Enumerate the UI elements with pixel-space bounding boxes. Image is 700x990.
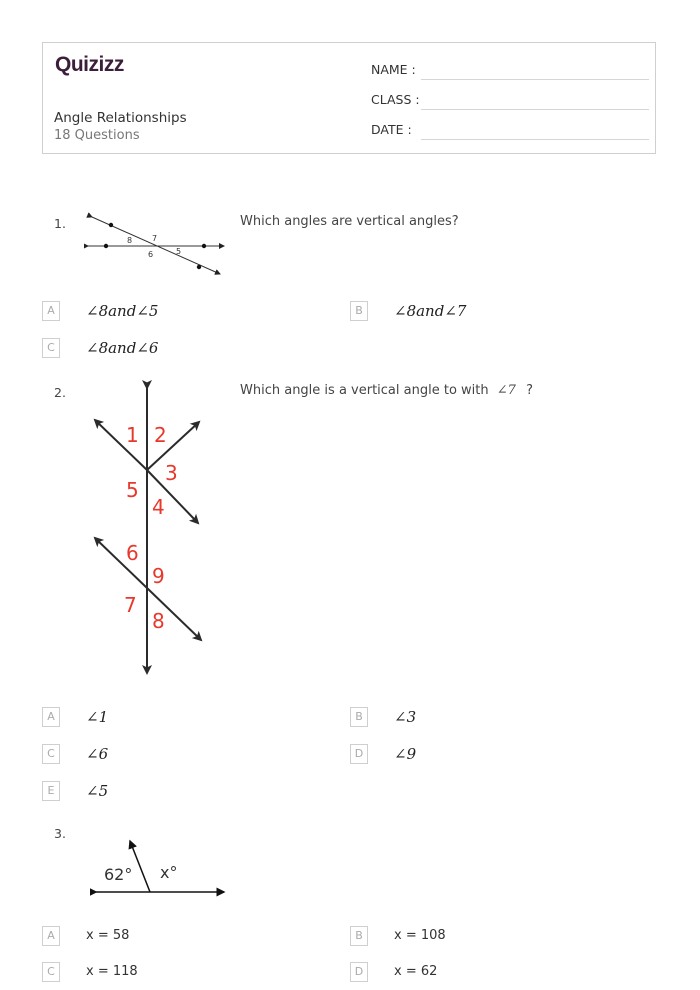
option-letter: D [350,962,368,982]
question-3-figure [90,835,230,897]
option-text: ∠1 [86,708,109,726]
name-line[interactable] [421,79,649,80]
option-letter: A [42,926,60,946]
option-text: ∠5 [86,782,109,800]
date-field[interactable] [371,118,649,140]
angle-label-5: 5 [176,247,182,256]
question-1-number: 1. [54,216,66,231]
option-text: ∠3 [394,708,417,726]
option-letter: B [350,926,368,946]
angle-label-9: 9 [152,564,165,588]
name-label: NAME : [371,62,416,77]
angle-label-7: 7 [152,234,158,243]
angle-label-3: 3 [165,461,178,485]
option-letter: A [42,301,60,321]
option-letter: E [42,781,60,801]
angle-label-5: 5 [126,478,139,502]
question-2-number: 2. [54,385,66,400]
angle-label-6: 6 [126,541,139,565]
class-label: CLASS : [371,92,420,107]
question-3-number: 3. [54,826,66,841]
question-2-math: ∠7 [496,383,516,398]
option-text: ∠8and∠6 [86,339,159,357]
option-letter: B [350,301,368,321]
option-text: x = 118 [86,964,138,979]
angle-62-label: 62° [104,865,133,884]
question-2-text-after: ? [526,383,533,398]
question-count: 18 Questions [54,128,140,143]
quizizz-logo: Quizizz [55,53,124,76]
date-label: DATE : [371,122,412,137]
option-letter: A [42,707,60,727]
date-line[interactable] [421,139,649,140]
question-2-text [240,383,533,398]
question-2-figure [85,378,210,683]
option-letter: C [42,338,60,358]
angle-label-7: 7 [124,593,137,617]
option-text: x = 58 [86,928,130,943]
question-2-text-before: Which angle is a vertical angle to with [240,383,489,398]
option-text: x = 62 [394,964,438,979]
worksheet-header [42,42,656,154]
option-text: ∠8and∠7 [394,302,467,320]
name-field[interactable] [371,58,649,80]
option-letter: C [42,962,60,982]
angle-label-8: 8 [152,609,165,633]
angle-label-1: 1 [126,423,139,447]
question-1-text: Which angles are vertical angles? [240,214,459,229]
angle-label-8: 8 [127,236,133,245]
angle-label-6: 6 [148,250,154,259]
option-text: ∠9 [394,745,417,763]
option-text: x = 108 [394,928,446,943]
class-field[interactable] [371,88,649,110]
option-letter: D [350,744,368,764]
option-letter: C [42,744,60,764]
worksheet-title: Angle Relationships [54,110,187,126]
question-1-figure [84,212,229,278]
class-line[interactable] [421,109,649,110]
option-text: ∠6 [86,745,109,763]
angle-x-label: x° [160,863,178,882]
option-letter: B [350,707,368,727]
option-text: ∠8and∠5 [86,302,159,320]
angle-label-4: 4 [152,495,165,519]
angle-label-2: 2 [154,423,167,447]
